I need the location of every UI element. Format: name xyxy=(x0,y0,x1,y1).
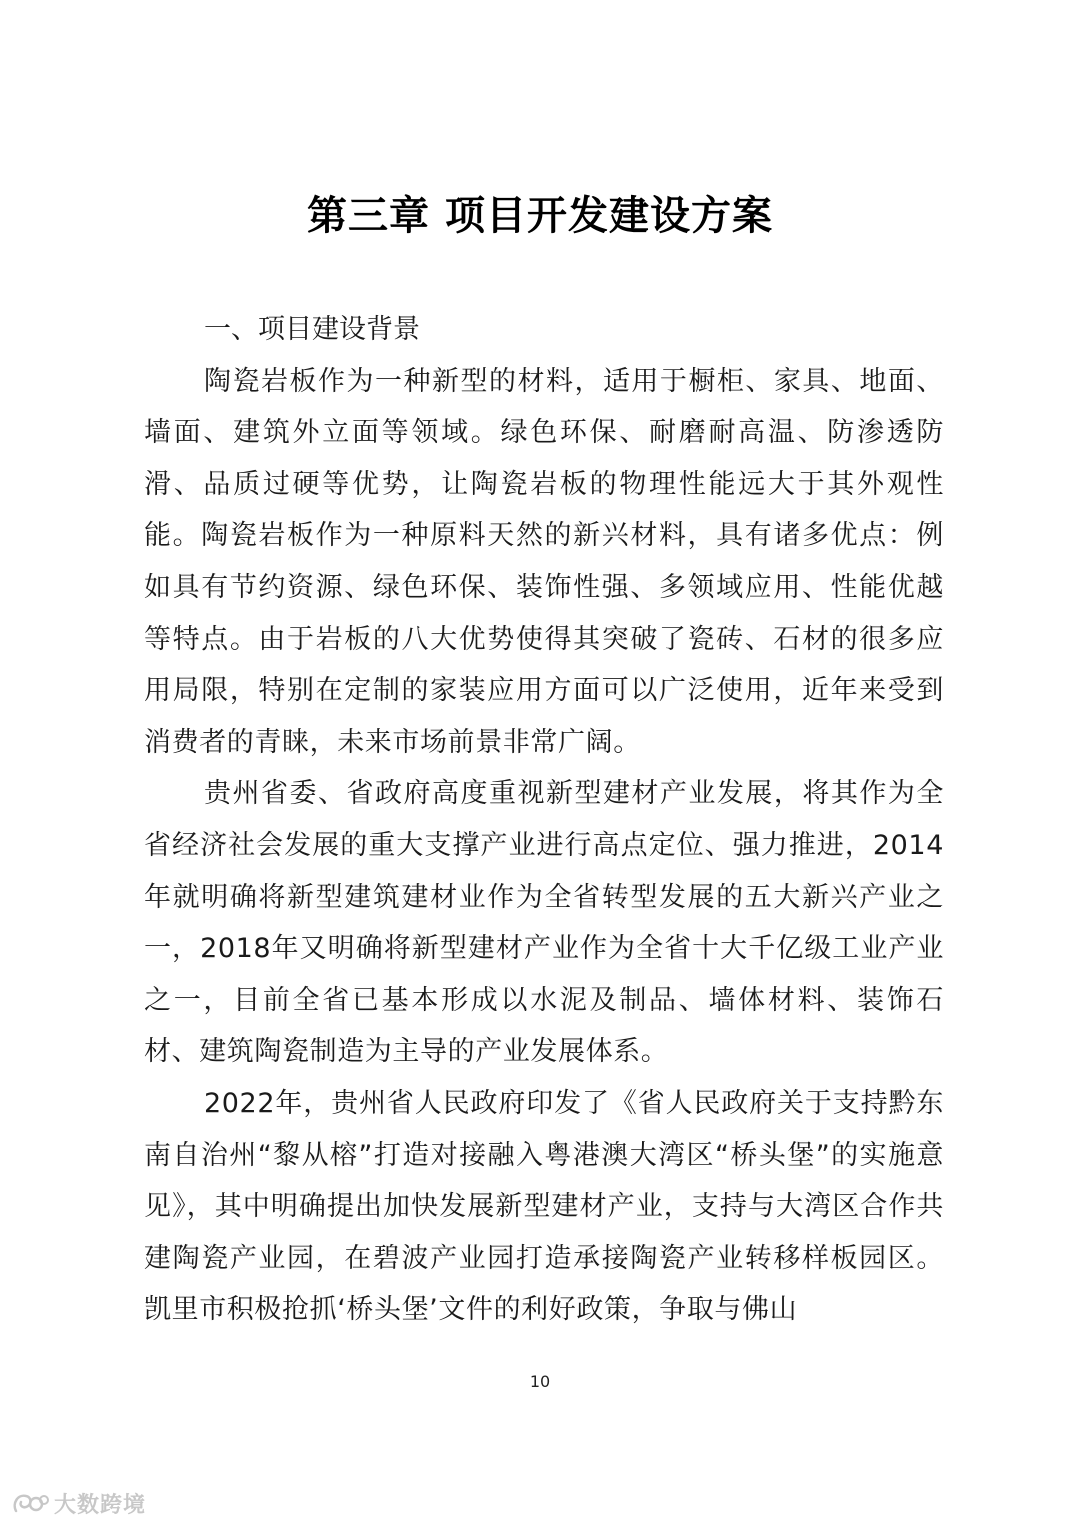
page-title: 第三章 项目开发建设方案 xyxy=(307,192,773,239)
paragraph-3: 2022年，贵州省人民政府印发了《省人民政府关于支持黔东南自治州“黎从榕”打造对接融入粤港澳大湾区“桥头堡”的实施意见》，其中明确提出加快发展新型建材产业，支持与大湾区合作共建陶瓷产业园，在碧波产业园打造承接陶瓷产业转移样板园区。凯里市积极抢抓‘桥头堡’文件的利好政策，争取与佛山 xyxy=(144,1087,944,1326)
page-number: 10 xyxy=(529,1372,551,1391)
section-heading: 一、项目建设背景 xyxy=(204,314,420,345)
brand-logo-icon xyxy=(10,1491,50,1517)
watermark-text: 大数跨境 xyxy=(54,1493,147,1518)
paragraph-1: 陶瓷岩板作为一种新型的材料，适用于橱柜、家具、地面、墙面、建筑外立面等领域。绿色环保、耐磨耐高温、防渗透防滑、品质过硬等优势，让陶瓷岩板的物理性能远大于其外观性能。陶瓷岩板作为一种原料天然的新兴材料，具有诸多优点：例如具有节约资源、绿色环保、装饰性强、多领域应用、性能优越等特点。由于岩板的八大优势使得其突破了瓷砖、石材的很多应用局限，特别在定制的家装应用方面可以广泛使用，近年来受到消费者的青睐，未来市场前景非常广阔。 xyxy=(144,365,944,758)
document-body xyxy=(144,304,944,1336)
paragraph-2: 贵州省委、省政府高度重视新型建材产业发展，将其作为全省经济社会发展的重大支撑产业进行高点定位、强力推进，2014年就明确将新型建筑建材业作为全省转型发展的五大新兴产业之一，2018年又明确将新型建材产业作为全省十大千亿级工业产业之一，目前全省已基本形成以水泥及制品、墙体材料、装饰石材、建筑陶瓷制造为主导的产业发展体系。 xyxy=(144,778,944,1068)
watermark xyxy=(10,1488,146,1519)
